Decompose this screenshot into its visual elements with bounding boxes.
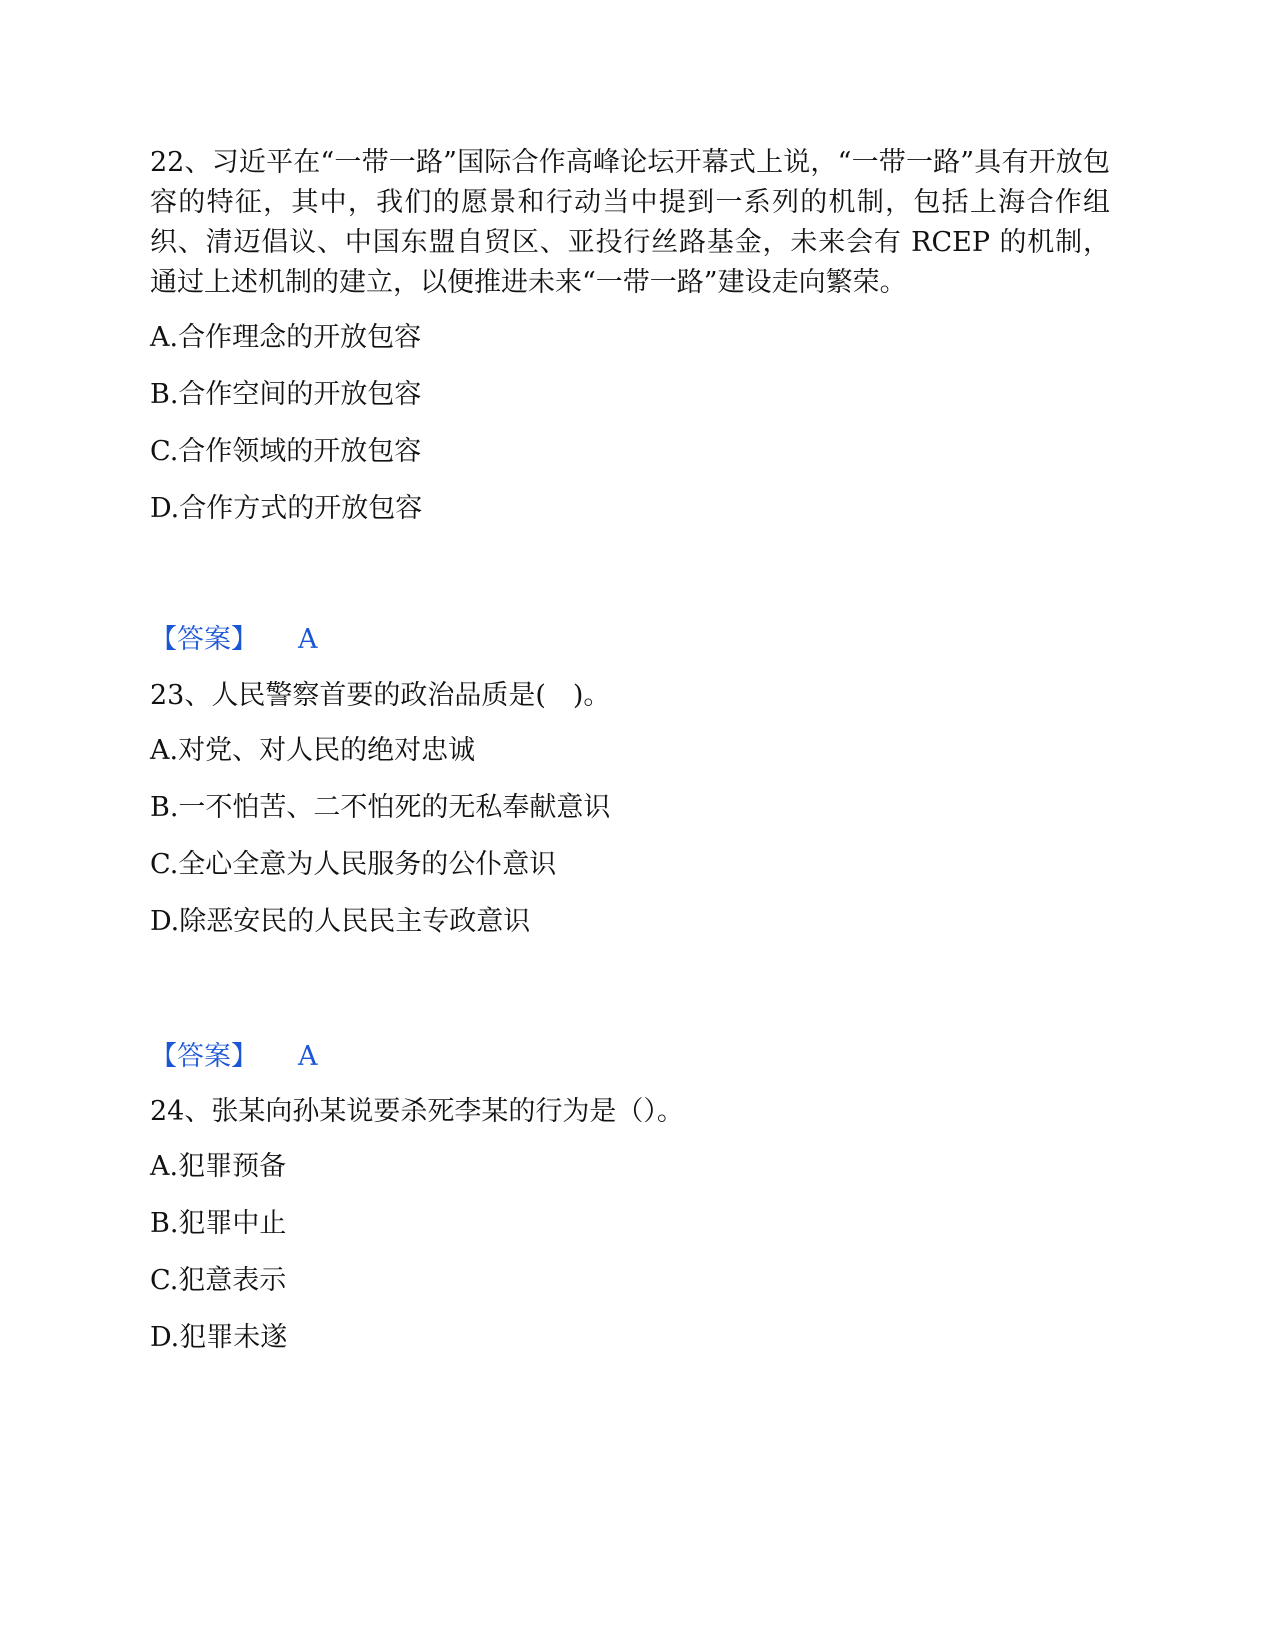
answer-22 [150, 620, 318, 660]
option-b: B.合作空间的开放包容 [150, 379, 422, 410]
question-stem: 22、习近平在“一带一路”国际合作高峰论坛开幕式上说，“一带一路”具有开放包容的特征，其中，我们的愿景和行动当中提到一系列的机制，包括上海合作组织、清迈倡议、中国东盟自贸区、亚投行丝路基金，未来会有 RCEP 的机制，通过上述机制的建立，以便推进未来“一带一路”建设走向繁荣。 [150, 147, 1110, 298]
option-b: B.一不怕苦、二不怕死的无私奉献意识 [150, 792, 611, 823]
question-stem: 24、张某向孙某说要杀死李某的行为是（）。 [150, 1096, 684, 1127]
option-list [150, 1147, 1110, 1375]
option-a: A.合作理念的开放包容 [150, 322, 422, 353]
option-b: B.犯罪中止 [150, 1208, 287, 1239]
option-d: D.合作方式的开放包容 [150, 493, 423, 524]
question-24 [150, 1092, 1110, 1375]
option-d: D.犯罪未遂 [150, 1322, 288, 1353]
option-a: A.对党、对人民的绝对忠诚 [150, 735, 476, 766]
question-23 [150, 676, 1110, 959]
option-a: A.犯罪预备 [150, 1151, 287, 1182]
answer-label: 【答案】 [150, 624, 258, 655]
answer-value: A [298, 1041, 318, 1072]
option-d: D.除恶安民的人民民主专政意识 [150, 906, 531, 937]
option-c: C.全心全意为人民服务的公仆意识 [150, 849, 557, 880]
option-list [150, 731, 1110, 959]
answer-value: A [298, 624, 318, 655]
option-c: C.犯意表示 [150, 1265, 287, 1296]
option-c: C.合作领域的开放包容 [150, 436, 422, 467]
question-stem: 23、人民警察首要的政治品质是( )。 [150, 680, 611, 711]
option-list [150, 318, 1110, 546]
answer-23 [150, 1037, 318, 1077]
question-22 [150, 143, 1110, 546]
answer-label: 【答案】 [150, 1041, 258, 1072]
